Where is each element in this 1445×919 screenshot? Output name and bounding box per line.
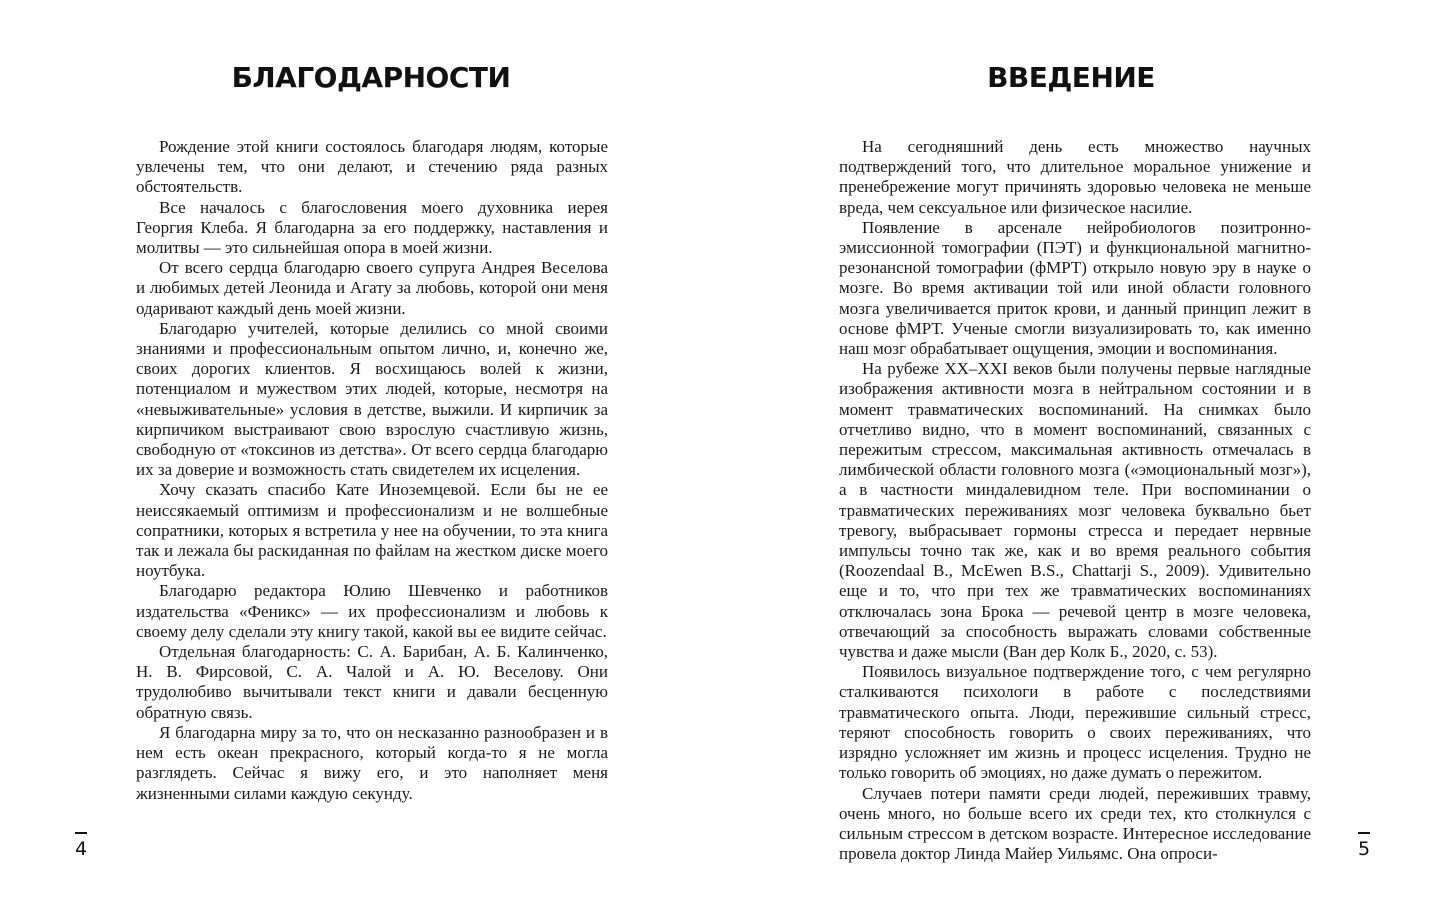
right-page — [723, 0, 1445, 919]
paragraph: От всего сердца благодарю своего супруга Андрея Веселова и любимых детей Леонида и Агату за любовь, которой они меня одаривают каждый день моей жизни. — [136, 258, 608, 318]
page-number — [1356, 832, 1372, 860]
page-number-text: 5 — [1357, 838, 1371, 860]
paragraph: Случаев потери памяти среди людей, переживших травму, очень много, но больше всего их среди тех, кто столкнулся с сильным стрессом в детском возрасте. Интересное исследование провела доктор Линда Майер Уильямс. Она опроси- — [839, 783, 1311, 864]
page-number-rule — [75, 832, 87, 834]
page-title: ВВЕДЕНИЕ — [987, 61, 1155, 94]
paragraph: Отдельная благодарность: С. А. Барибан, А. Б. Калинченко, Н. В. Фирсовой, С. А. Чалой и А. Ю. Веселову. Они трудолюбиво вычитывали текст книги и давали бесценную обратную связь. — [136, 642, 608, 722]
page-number-rule — [1358, 832, 1370, 834]
page-number — [73, 832, 89, 860]
left-page — [0, 0, 722, 919]
paragraph: Все началось с благословения моего духовника иерея Георгия Клеба. Я благодарна за его поддержку, наставления и молитвы — это сильнейшая опора в моей жизни. — [136, 197, 608, 258]
paragraph: Появление в арсенале нейробиологов позитронно-эмиссионной томографии (ПЭТ) и функциональной магнитно-резонансной томографии (фМРТ) открыло новую эру в науке о мозге. Во время активации той или иной области головного мозга увеличивается приток крови, и данный принцип лежит в основе фМРТ. Ученые смогли визуализировать то, как именно наш мозг обрабатывает ощущения, эмоции и воспоминания. — [839, 217, 1311, 359]
paragraph: Я благодарна миру за то, что он несказанно разнообразен и в нем есть океан прекрасного, который когда-то я не могла разглядеть. Сейчас я вижу его, и это наполняет меня жизненными силами каждую секунду. — [136, 722, 608, 803]
page-number-text: 4 — [74, 838, 88, 860]
page-title: БЛАГОДАРНОСТИ — [231, 61, 511, 94]
paragraph: На сегодняшний день есть множество научных подтверждений того, что длительное моральное унижение и пренебрежение могут причинять здоровью человека не меньше вреда, чем сексуальное или физическое насилие. — [839, 137, 1311, 217]
paragraph: На рубеже XX–XXI веков были получены первые наглядные изображения активности мозга в нейтральном состоянии и в момент травматических воспоминаний. На снимках было отчетливо видно, что в момент воспоминаний, связанных с пережитым стрессом, максимальная активность отмечалась в лимбической области головного мозга («эмоциональный мозг»), а в частности миндалевидном теле. При воспоминании о травматических переживаниях мозг человека буквально бьет тревогу, выбрасывает гормоны стресса и передает нервные импульсы точно так же, как и во время реального события (Roozendaal B., McEwen B.S., Chattarji S., 2009). Удивительно еще и то, что при тех же травматических воспоминаниях отключалась зона Брока — речевой центр в мозге человека, отвечающий за способность выражать словами собственные чувства и даже мысли (Ван дер Колк Б., 2020, с. 53). — [839, 359, 1311, 662]
page-body — [839, 137, 1311, 864]
paragraph: Появилось визуальное подтверждение того, с чем регулярно сталкиваются психологи в работе с последствиями травматического опыта. Люди, пережившие сильный стресс, теряют способность говорить о своих переживаниях, что изрядно усложняет им жизнь и процесс исцеления. Трудно не только говорить об эмоциях, но даже думать о пережитом. — [839, 662, 1311, 783]
paragraph: Хочу сказать спасибо Кате Иноземцевой. Если бы не ее неиссякаемый оптимизм и профессионализм и не волшебные сопратники, которых я встретила у нее на обучении, то эта книга так и лежала бы раскиданная по файлам на жестком диске моего ноутбука. — [136, 480, 608, 581]
paragraph: Благодарю редактора Юлию Шевченко и работников издательства «Феникс» — их профессионализм и любовь к своему делу сделали эту книгу такой, какой вы ее видите сейчас. — [136, 581, 608, 641]
page-body — [136, 137, 608, 804]
paragraph: Рождение этой книги состоялось благодаря людям, которые увлечены тем, что они делают, и стечению ряда разных обстоятельств. — [136, 137, 608, 197]
paragraph: Благодарю учителей, которые делились со мной своими знаниями и профессиональным опытом лично, и, конечно же, своих дорогих клиентов. Я восхищаюсь волей к жизни, потенциалом и мужеством этих людей, которые, несмотря на «невыживательные» условия в детстве, выжили. И кирпичик за кирпичиком выстраивают свою взрослую счастливую жизнь, свободную от «токсинов из детства». От всего сердца благодарю их за доверие и возможность стать свидетелем их исцеления. — [136, 318, 608, 480]
